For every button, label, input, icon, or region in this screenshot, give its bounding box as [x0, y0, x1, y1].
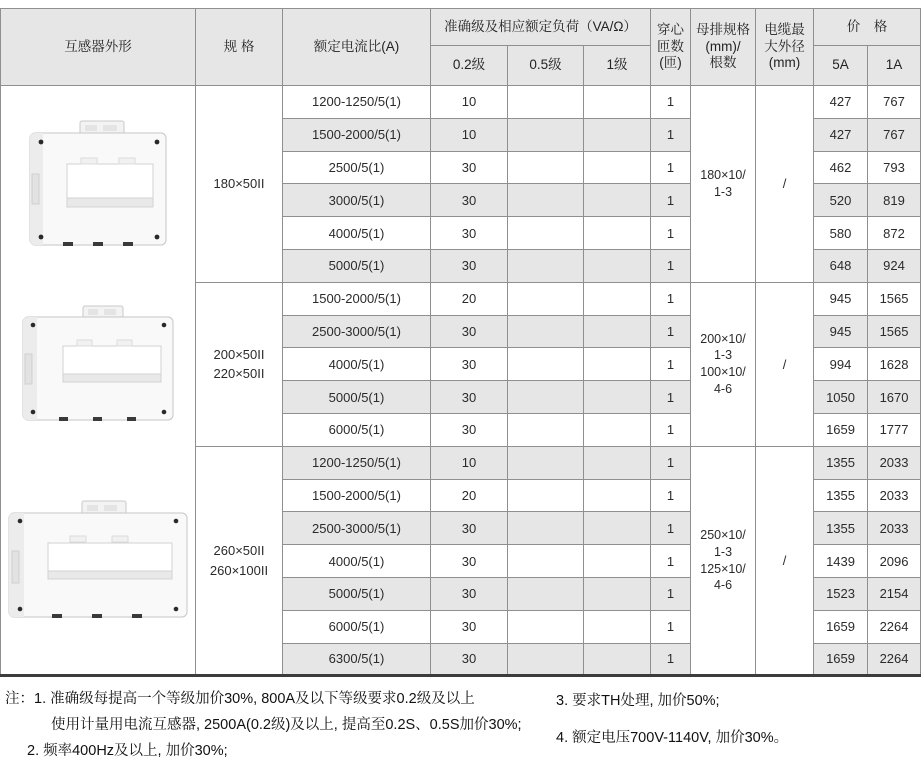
acc-0_5-cell — [508, 217, 584, 250]
acc-0_5-cell — [508, 643, 584, 676]
turns-cell: 1 — [651, 643, 691, 676]
turns-cell: 1 — [651, 315, 691, 348]
col-header-turns — [651, 9, 691, 86]
spec-cell — [196, 446, 283, 676]
acc-0_2-cell: 30 — [431, 348, 508, 381]
acc-1-cell — [584, 217, 651, 250]
acc-1-cell — [584, 282, 651, 315]
acc-0_5-cell — [508, 446, 584, 479]
turns-cell: 1 — [651, 381, 691, 414]
col-header-accuracy-group: 准确级及相应额定负荷（VA/Ω） — [431, 9, 651, 46]
price-1a-cell: 2033 — [868, 446, 921, 479]
acc-1-cell — [584, 315, 651, 348]
busbar-ct-photo-icon — [17, 304, 179, 424]
acc-1-cell — [584, 348, 651, 381]
col-header-acc05: 0.5级 — [508, 46, 584, 86]
acc-1-cell — [584, 545, 651, 578]
acc-0_5-cell — [508, 545, 584, 578]
busbar-line: 4-6 — [713, 382, 733, 397]
turns-cell: 1 — [651, 348, 691, 381]
acc-1-cell — [584, 479, 651, 512]
busbar-spec-cell — [691, 446, 756, 676]
turns-cell: 1 — [651, 151, 691, 184]
turns-cell: 1 — [651, 217, 691, 250]
acc-0_5-cell — [508, 577, 584, 610]
ratio-cell: 2500-3000/5(1) — [283, 512, 431, 545]
turns-cell: 1 — [651, 446, 691, 479]
footnotes — [0, 686, 921, 764]
spec-cell — [196, 282, 283, 446]
header-line: 穿心 — [657, 21, 685, 37]
acc-1-cell — [584, 381, 651, 414]
ratio-cell: 2500-3000/5(1) — [283, 315, 431, 348]
acc-0_2-cell: 30 — [431, 151, 508, 184]
price-1a-cell: 1777 — [868, 413, 921, 446]
spec-line: 200×50II — [213, 346, 265, 362]
turns-cell: 1 — [651, 610, 691, 643]
price-1a-cell: 924 — [868, 249, 921, 282]
spec-cell — [196, 86, 283, 283]
note-4: 4. 额定电压700V-1140V, 加价30%。 — [556, 730, 789, 747]
col-header-ratio: 额定电流比(A) — [283, 9, 431, 86]
busbar-line: 1-3 — [713, 184, 733, 199]
col-header-cable — [756, 9, 814, 86]
spec-line: 180×50II — [213, 176, 265, 192]
col-header-spec: 规 格 — [196, 9, 283, 86]
price-1a-cell: 1628 — [868, 348, 921, 381]
header-line: 匝数 — [657, 38, 685, 54]
price-1a-cell: 767 — [868, 86, 921, 119]
acc-1-cell — [584, 610, 651, 643]
price-1a-cell: 793 — [868, 151, 921, 184]
ratio-cell: 1200-1250/5(1) — [283, 86, 431, 119]
busbar-spec-cell — [691, 282, 756, 446]
acc-0_5-cell — [508, 512, 584, 545]
acc-0_5-cell — [508, 381, 584, 414]
turns-cell: 1 — [651, 86, 691, 119]
header-line: (mm)/ — [705, 38, 741, 54]
acc-0_2-cell: 30 — [431, 413, 508, 446]
acc-0_5-cell — [508, 184, 584, 217]
price-5a-cell: 1523 — [814, 577, 868, 610]
ct-price-table — [0, 8, 921, 677]
col-header-price-1a: 1A — [868, 46, 921, 86]
price-5a-cell: 1355 — [814, 479, 868, 512]
table-row — [1, 86, 921, 119]
price-1a-cell: 819 — [868, 184, 921, 217]
acc-0_2-cell: 30 — [431, 249, 508, 282]
ratio-cell: 1500-2000/5(1) — [283, 282, 431, 315]
price-5a-cell: 427 — [814, 118, 868, 151]
price-1a-cell: 1565 — [868, 282, 921, 315]
acc-0_2-cell: 30 — [431, 610, 508, 643]
turns-cell: 1 — [651, 545, 691, 578]
acc-0_5-cell — [508, 348, 584, 381]
price-1a-cell: 1565 — [868, 315, 921, 348]
acc-0_2-cell: 20 — [431, 479, 508, 512]
price-1a-cell: 2096 — [868, 545, 921, 578]
ratio-cell: 1500-2000/5(1) — [283, 479, 431, 512]
acc-0_5-cell — [508, 151, 584, 184]
acc-0_2-cell: 30 — [431, 643, 508, 676]
acc-1-cell — [584, 512, 651, 545]
header-line: 大外径 — [764, 38, 805, 54]
acc-0_2-cell: 10 — [431, 118, 508, 151]
acc-0_5-cell — [508, 610, 584, 643]
footnotes-left — [0, 686, 556, 764]
price-1a-cell: 2264 — [868, 643, 921, 676]
turns-cell: 1 — [651, 577, 691, 610]
price-1a-cell: 1670 — [868, 381, 921, 414]
price-5a-cell: 994 — [814, 348, 868, 381]
acc-0_2-cell: 10 — [431, 86, 508, 119]
busbar-line: 180×10/ — [700, 168, 746, 183]
price-5a-cell: 1659 — [814, 413, 868, 446]
busbar-ct-photo-icon — [23, 118, 173, 250]
table-row — [1, 446, 921, 479]
price-1a-cell: 2264 — [868, 610, 921, 643]
acc-0_5-cell — [508, 86, 584, 119]
col-header-price: 价 格 — [814, 9, 921, 46]
cable-diameter-cell: / — [756, 446, 814, 676]
price-5a-cell: 945 — [814, 282, 868, 315]
note-1-line-1: 注：1. 准确级每提高一个等级加价30%, 800A及以下等级要求0.2级及以上 — [5, 691, 475, 708]
price-1a-cell: 2154 — [868, 577, 921, 610]
spec-line: 260×100II — [209, 562, 269, 578]
footnotes-right — [556, 686, 921, 764]
note-2: 2. 频率400Hz及以上, 加价30%; — [27, 743, 228, 760]
ratio-cell: 5000/5(1) — [283, 249, 431, 282]
price-5a-cell: 462 — [814, 151, 868, 184]
ratio-cell: 4000/5(1) — [283, 217, 431, 250]
busbar-line: 250×10/ — [700, 527, 746, 542]
turns-cell: 1 — [651, 249, 691, 282]
acc-0_5-cell — [508, 479, 584, 512]
ratio-cell: 1200-1250/5(1) — [283, 446, 431, 479]
price-5a-cell: 648 — [814, 249, 868, 282]
note-3: 3. 要求TH处理, 加价50%; — [556, 693, 720, 710]
busbar-line: 1-3 — [713, 544, 733, 559]
cable-diameter-cell: / — [756, 86, 814, 283]
ratio-cell: 1500-2000/5(1) — [283, 118, 431, 151]
price-5a-cell: 1659 — [814, 643, 868, 676]
acc-0_2-cell: 30 — [431, 512, 508, 545]
acc-1-cell — [584, 151, 651, 184]
price-5a-cell: 1050 — [814, 381, 868, 414]
header-line: 电缆最 — [764, 21, 805, 37]
acc-1-cell — [584, 184, 651, 217]
price-5a-cell: 520 — [814, 184, 868, 217]
acc-0_5-cell — [508, 315, 584, 348]
acc-1-cell — [584, 118, 651, 151]
acc-0_2-cell: 20 — [431, 282, 508, 315]
header-line: 根数 — [709, 55, 737, 71]
col-header-busbar — [691, 9, 756, 86]
busbar-ct-photo-icon — [4, 499, 192, 621]
price-5a-cell: 1439 — [814, 545, 868, 578]
ratio-cell: 6300/5(1) — [283, 643, 431, 676]
busbar-line: 4-6 — [713, 578, 733, 593]
ratio-cell: 6000/5(1) — [283, 610, 431, 643]
turns-cell: 1 — [651, 413, 691, 446]
ratio-cell: 5000/5(1) — [283, 381, 431, 414]
header-line: (mm) — [768, 55, 801, 71]
header-line: (匝) — [659, 55, 682, 71]
col-header-price-5a: 5A — [814, 46, 868, 86]
acc-1-cell — [584, 446, 651, 479]
acc-0_2-cell: 10 — [431, 446, 508, 479]
spec-line: 260×50II — [213, 543, 265, 559]
price-5a-cell: 580 — [814, 217, 868, 250]
acc-0_2-cell: 30 — [431, 184, 508, 217]
acc-0_5-cell — [508, 249, 584, 282]
price-1a-cell: 767 — [868, 118, 921, 151]
turns-cell: 1 — [651, 282, 691, 315]
price-1a-cell: 2033 — [868, 479, 921, 512]
acc-0_5-cell — [508, 413, 584, 446]
ct-product-image-1 — [1, 86, 196, 283]
col-header-appearance: 互感器外形 — [1, 9, 196, 86]
ratio-cell: 6000/5(1) — [283, 413, 431, 446]
col-header-acc1: 1级 — [584, 46, 651, 86]
ct-product-image-2 — [1, 282, 196, 446]
busbar-spec-cell — [691, 86, 756, 283]
note-1-line-2: 使用计量用电流互感器, 2500A(0.2级)及以上, 提高至0.2S、0.5S加价30%; — [51, 717, 522, 734]
price-5a-cell: 1355 — [814, 446, 868, 479]
ratio-cell: 4000/5(1) — [283, 545, 431, 578]
acc-1-cell — [584, 249, 651, 282]
acc-0_5-cell — [508, 118, 584, 151]
ct-product-image-3 — [1, 446, 196, 676]
turns-cell: 1 — [651, 512, 691, 545]
price-5a-cell: 1355 — [814, 512, 868, 545]
price-5a-cell: 427 — [814, 86, 868, 119]
busbar-line: 125×10/ — [700, 561, 746, 576]
acc-1-cell — [584, 643, 651, 676]
turns-cell: 1 — [651, 118, 691, 151]
acc-1-cell — [584, 86, 651, 119]
price-1a-cell: 872 — [868, 217, 921, 250]
acc-0_2-cell: 30 — [431, 315, 508, 348]
acc-0_2-cell: 30 — [431, 217, 508, 250]
price-5a-cell: 945 — [814, 315, 868, 348]
col-header-acc02: 0.2级 — [431, 46, 508, 86]
spec-line: 220×50II — [213, 366, 265, 382]
acc-1-cell — [584, 413, 651, 446]
acc-0_2-cell: 30 — [431, 577, 508, 610]
acc-0_5-cell — [508, 282, 584, 315]
price-5a-cell: 1659 — [814, 610, 868, 643]
acc-1-cell — [584, 577, 651, 610]
header-row-1 — [1, 9, 921, 46]
acc-0_2-cell: 30 — [431, 381, 508, 414]
price-1a-cell: 2033 — [868, 512, 921, 545]
ratio-cell: 3000/5(1) — [283, 184, 431, 217]
ratio-cell: 4000/5(1) — [283, 348, 431, 381]
table-row — [1, 282, 921, 315]
cable-diameter-cell: / — [756, 282, 814, 446]
header-line: 母排规格 — [696, 21, 751, 37]
ratio-cell: 5000/5(1) — [283, 577, 431, 610]
busbar-line: 1-3 — [713, 348, 733, 363]
busbar-line: 200×10/ — [700, 331, 746, 346]
ratio-cell: 2500/5(1) — [283, 151, 431, 184]
turns-cell: 1 — [651, 479, 691, 512]
turns-cell: 1 — [651, 184, 691, 217]
acc-0_2-cell: 30 — [431, 545, 508, 578]
busbar-line: 100×10/ — [700, 365, 746, 380]
